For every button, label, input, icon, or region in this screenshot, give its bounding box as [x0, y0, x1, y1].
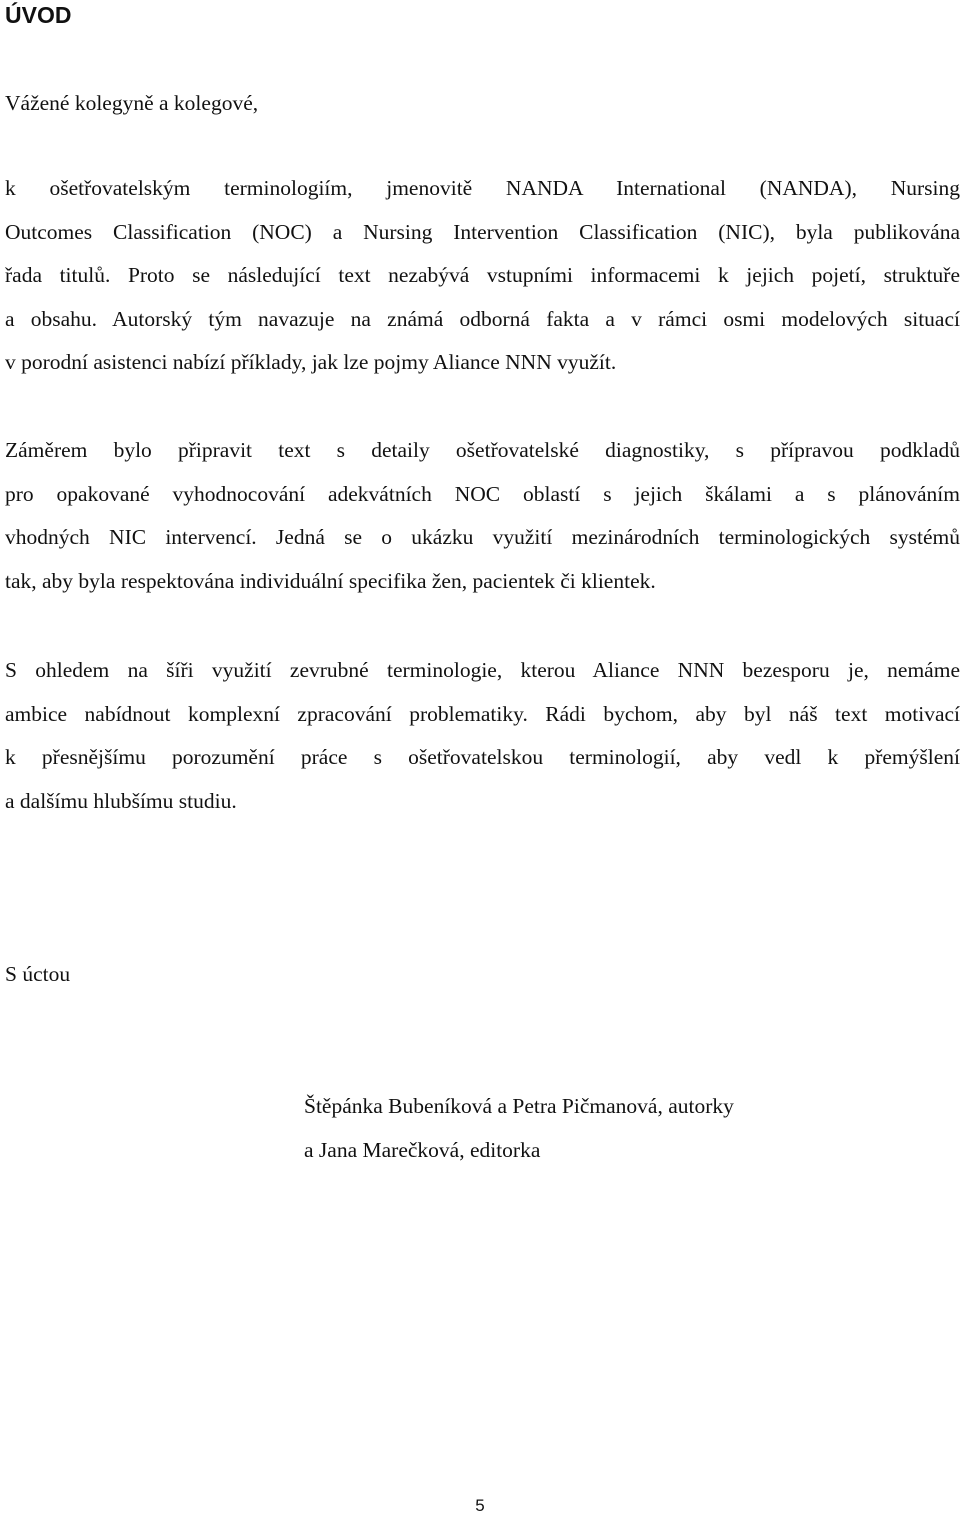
signature-block — [304, 1085, 734, 1172]
paragraph-line: a obsahu. Autorský tým navazuje na známá odborná fakta a v rámci osmi modelových situací — [5, 306, 960, 331]
closing: S úctou — [5, 962, 71, 986]
signature-editor: a Jana Marečková, editorka — [304, 1137, 541, 1162]
salutation: Vážené kolegyně a kolegové, — [5, 91, 259, 115]
paragraph-intro — [5, 167, 960, 385]
paragraph-purpose — [5, 429, 960, 603]
paragraph-line: vhodných NIC intervencí. Jedná se o ukázku využití mezinárodních terminologických systémů — [5, 525, 960, 549]
paragraph-line: řada titulů. Proto se následující text nezabývá vstupními informacemi k jejich pojetí, struktuře — [5, 263, 960, 287]
paragraph-line: pro opakované vyhodnocování adekvátních NOC oblastí s jejich škálami a s plánováním — [5, 481, 960, 506]
page-title: ÚVOD — [5, 2, 72, 28]
paragraph-line: k přesnějšímu porozumění práce s ošetřovatelskou terminologií, aby vedl k přemýšlení — [5, 745, 960, 769]
paragraph-scope — [5, 649, 960, 823]
signature-authors: Štěpánka Bubeníková a Petra Pičmanová, autorky — [304, 1094, 734, 1118]
paragraph-line: Záměrem bylo připravit text s detaily ošetřovatelské diagnostiky, s přípravou podkladů — [5, 438, 960, 462]
page-number: 5 — [475, 1496, 485, 1515]
paragraph-line: ambice nabídnout komplexní zpracování problematiky. Rádi bychom, aby byl náš text motivací — [5, 701, 960, 726]
paragraph-line: k ošetřovatelským terminologiím, jmenovitě NANDA International (NANDA), Nursing — [5, 176, 960, 200]
paragraph-line: a dalšímu hlubšímu studiu. — [5, 788, 237, 813]
paragraph-line: v porodní asistenci nabízí příklady, jak lze pojmy Aliance NNN využít. — [5, 350, 617, 374]
paragraph-line: Outcomes Classification (NOC) a Nursing Intervention Classification (NIC), byla publikována — [5, 219, 960, 244]
paragraph-line: S ohledem na šíři využití zevrubné terminologie, kterou Aliance NNN bezesporu je, nemáme — [5, 658, 960, 682]
paragraph-line: tak, aby byla respektována individuální specifika žen, pacientek či klientek. — [5, 568, 656, 593]
